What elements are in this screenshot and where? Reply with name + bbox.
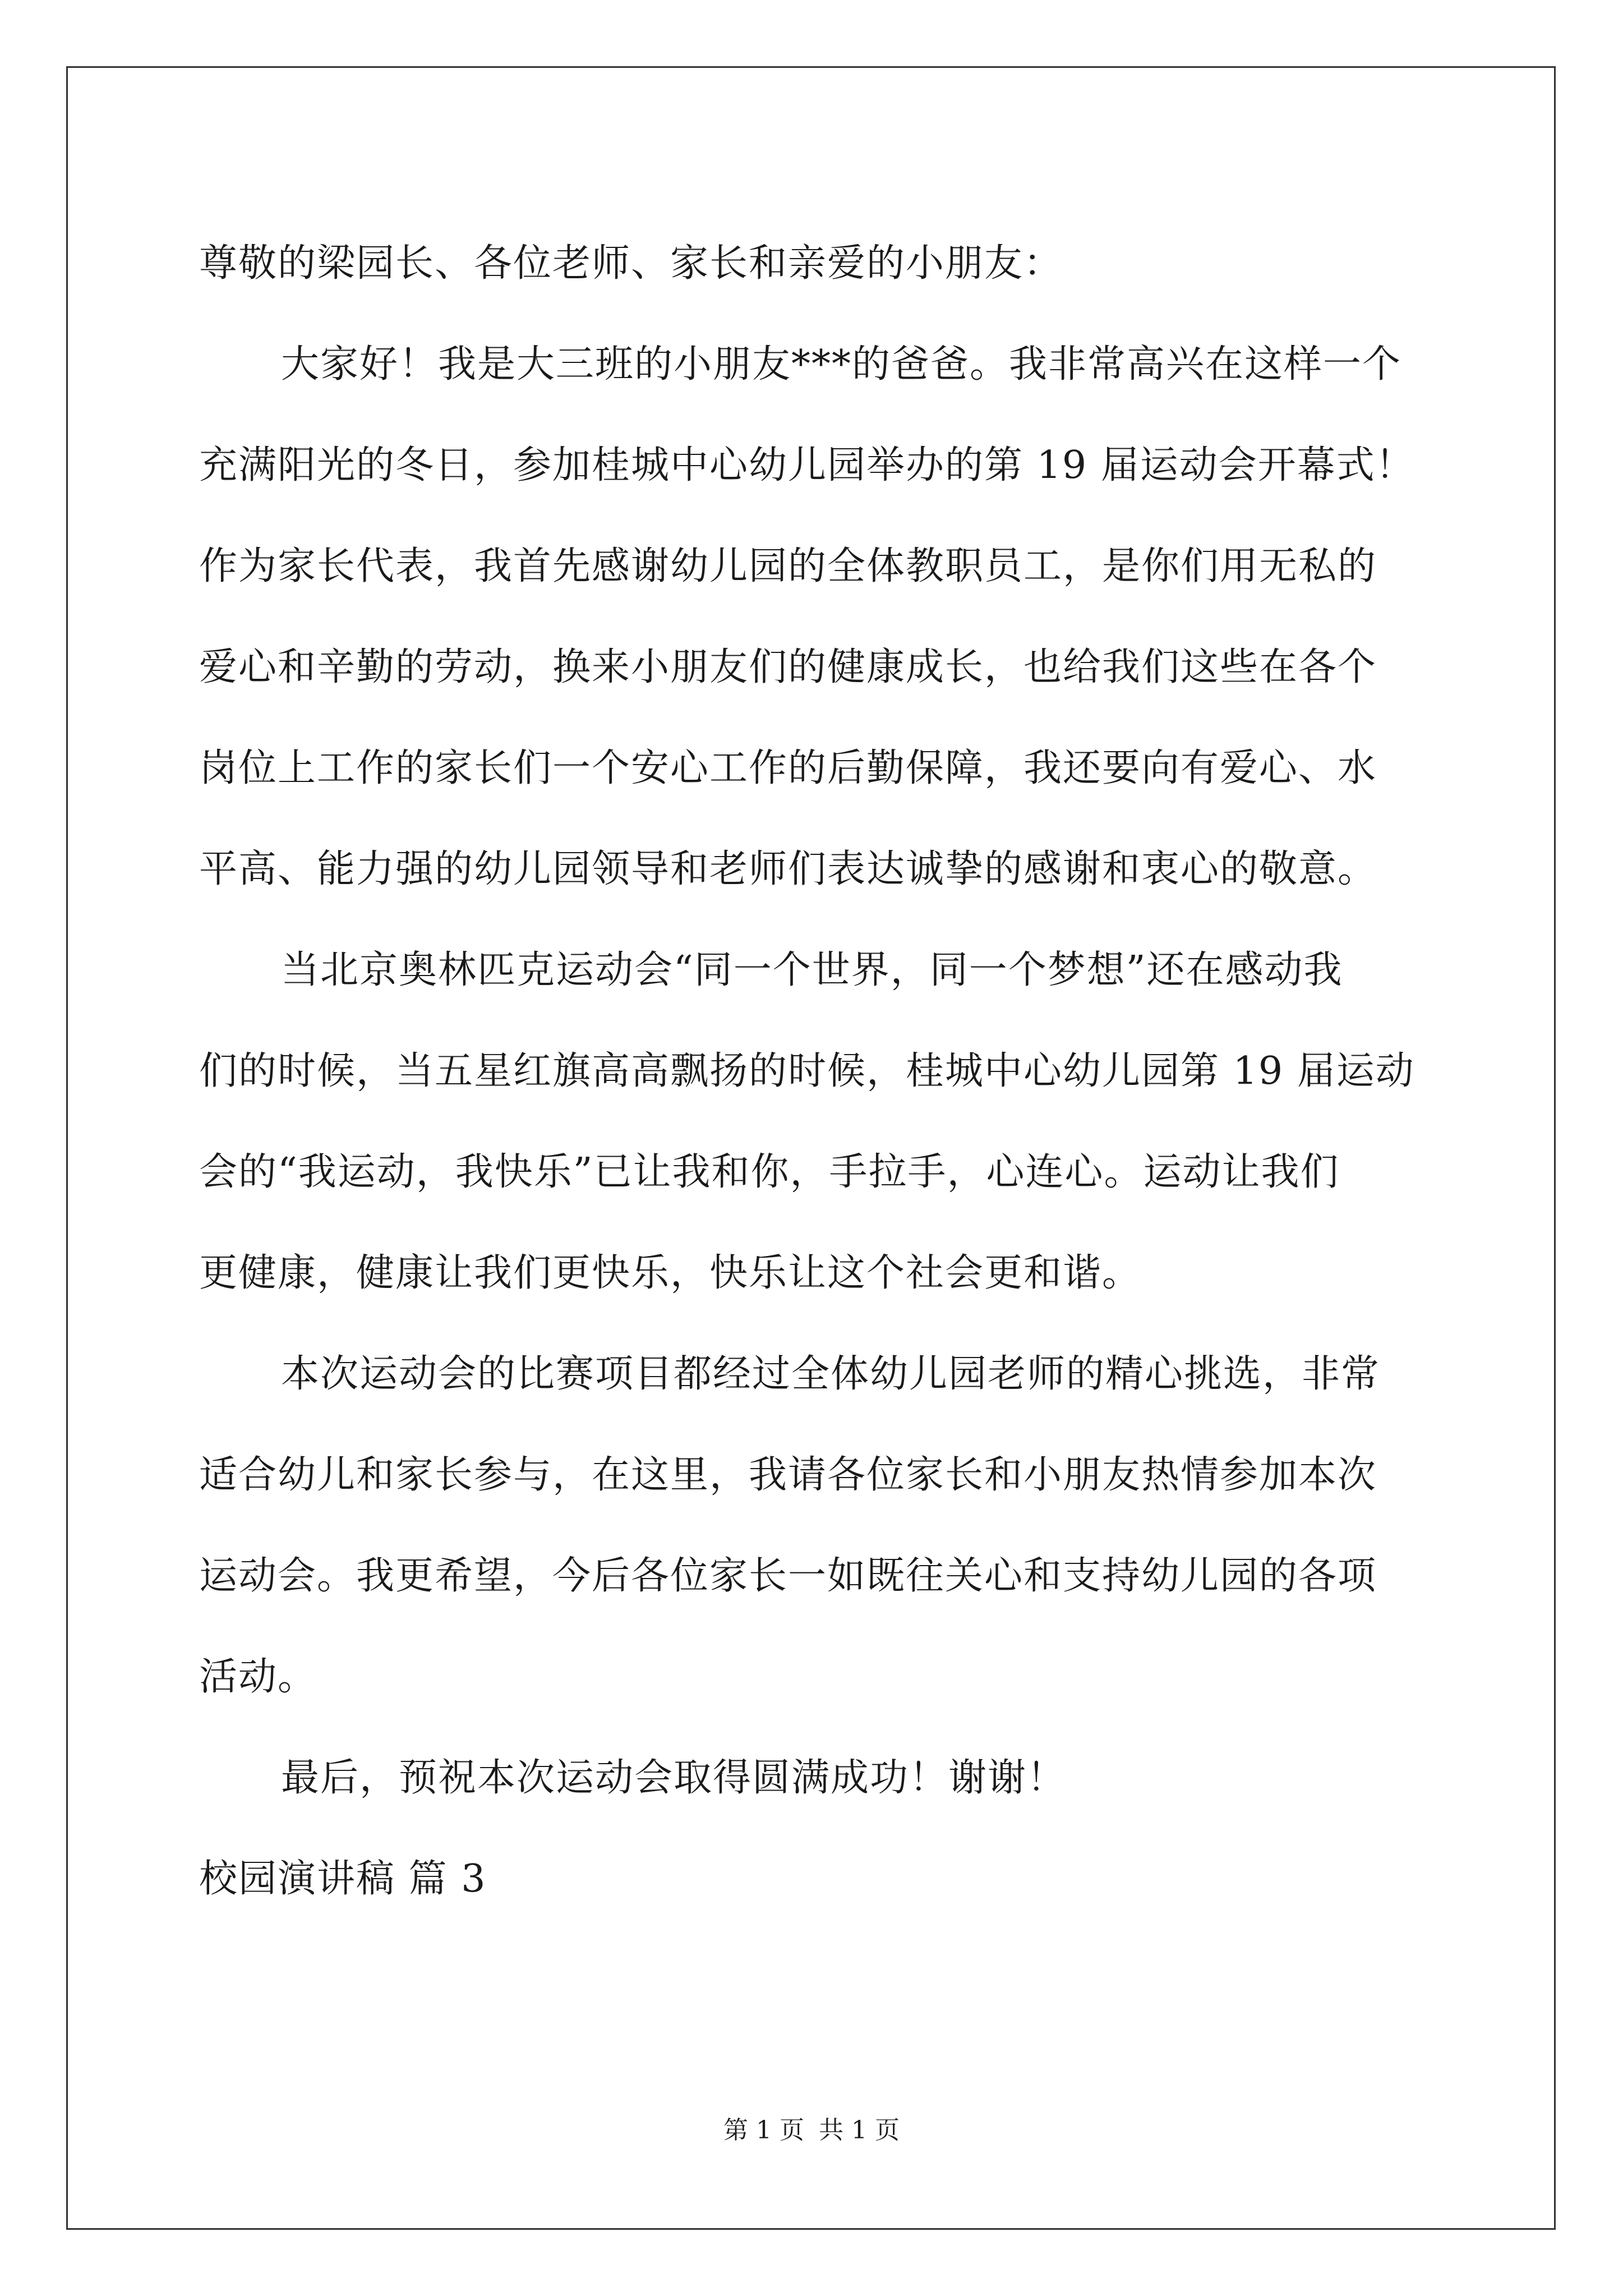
text-line-8: 当北京奥林匹克运动会“同一个世界，同一个梦想”还在感动我 [281, 948, 1343, 992]
text-line-3: 充满阳光的冬日，参加桂城中心幼儿园举办的第 19 届运动会开幕式！ [199, 443, 1415, 487]
document-body [199, 213, 1433, 1930]
text-line-6: 岗位上工作的家长们一个安心工作的后勤保障，我还要向有爱心、水 [199, 746, 1377, 790]
text-line-7: 平高、能力强的幼儿园领导和老师们表达诚挚的感谢和衷心的敬意。 [199, 847, 1377, 891]
text-line-4: 作为家长代表，我首先感谢幼儿园的全体教职员工，是你们用无私的 [199, 544, 1377, 588]
text-line-1: 尊敬的梁园长、各位老师、家长和亲爱的小朋友： [199, 241, 1063, 286]
page-footer [0, 2114, 1623, 2147]
text-line-14: 运动会。我更希望，今后各位家长一如既往关心和支持幼儿园的各项 [199, 1554, 1377, 1598]
section-heading: 校园演讲稿 篇 3 [199, 1857, 487, 1901]
text-line-10: 会的“我运动，我快乐”已让我和你，手拉手，心连心。运动让我们 [199, 1150, 1340, 1194]
text-line-5: 爱心和辛勤的劳动，换来小朋友们的健康成长，也给我们这些在各个 [199, 645, 1377, 689]
text-line-15: 活动。 [199, 1655, 317, 1699]
text-line-13: 适合幼儿和家长参与，在这里，我请各位家长和小朋友热情参加本次 [199, 1453, 1377, 1497]
text-line-9: 们的时候，当五星红旗高高飘扬的时候，桂城中心幼儿园第 19 届运动 [199, 1049, 1415, 1093]
page-total: 共 1 页 [819, 2116, 900, 2145]
text-line-2: 大家好！我是大三班的小朋友***的爸爸。我非常高兴在这样一个 [281, 342, 1402, 386]
text-line-12: 本次运动会的比赛项目都经过全体幼儿园老师的精心挑选，非常 [281, 1352, 1381, 1396]
text-line-16: 最后，预祝本次运动会取得圆满成功！谢谢！ [281, 1756, 1067, 1800]
text-line-11: 更健康，健康让我们更快乐，快乐让这个社会更和谐。 [199, 1251, 1142, 1295]
page-number: 第 1 页 [723, 2116, 804, 2145]
